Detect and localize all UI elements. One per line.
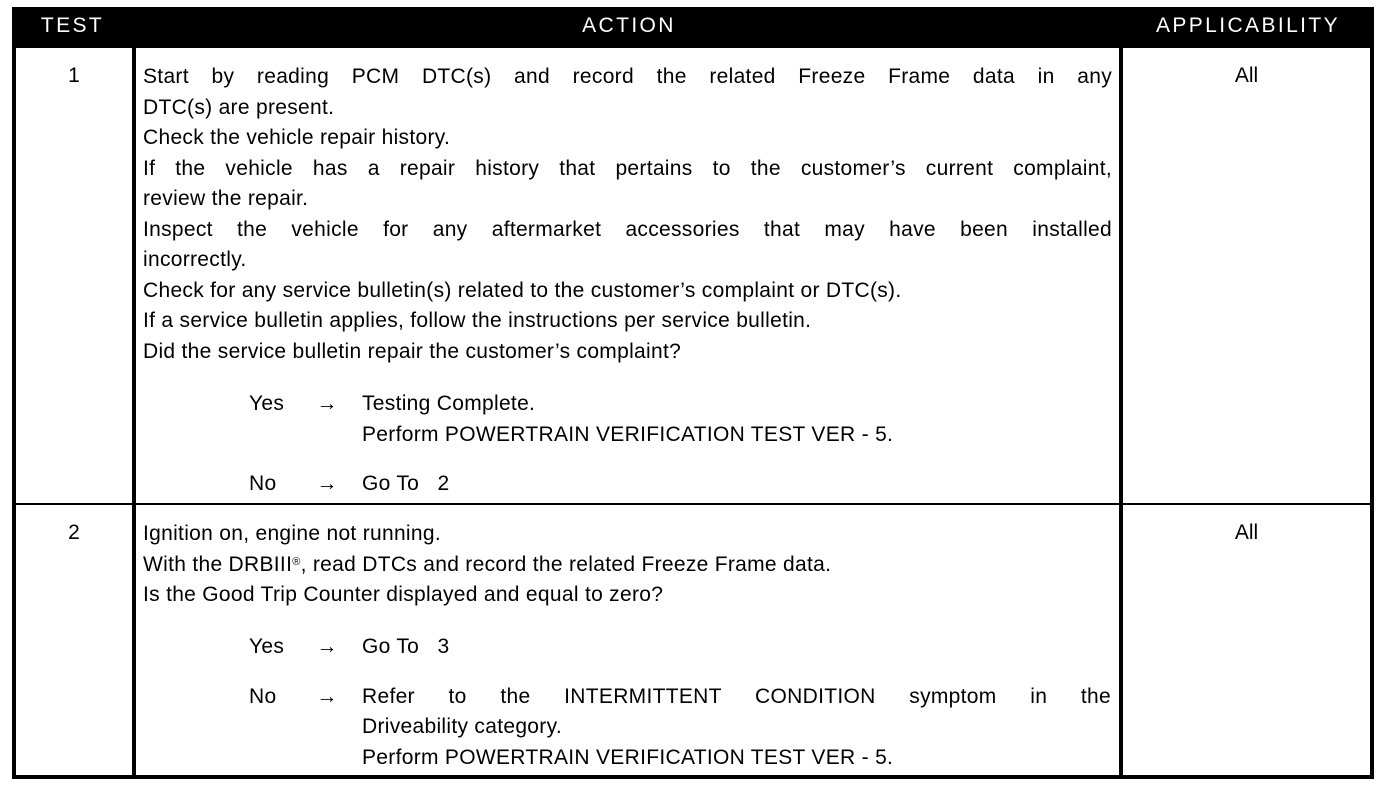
- answer-line: Go To 2: [362, 472, 450, 495]
- action-cell: [136, 505, 1119, 775]
- action-line: Inspect the vehicle for any aftermarket accessories that may have been installed: [143, 217, 1112, 241]
- action-line: If a service bulletin applies, follow the instructions per service bulletin.: [143, 309, 812, 332]
- action-line: Check the vehicle repair history.: [143, 126, 451, 149]
- right-arrow-icon: →: [316, 635, 338, 658]
- test-number: 2: [68, 521, 80, 544]
- applicability-value: All: [1234, 521, 1259, 544]
- answer-text: [362, 389, 1111, 450]
- drbiii-label: With the DRBIII: [143, 552, 293, 576]
- action-line: If the vehicle has a repair history that pertains to the customer’s current complaint,: [143, 156, 1112, 180]
- test-number: 1: [68, 64, 80, 87]
- answer-text: [362, 469, 1111, 500]
- answer-text: [362, 632, 1111, 663]
- applicability-cell: [1123, 48, 1370, 503]
- answer-label: No: [249, 472, 277, 495]
- answer-line: Driveability category.: [362, 715, 562, 738]
- answers: [249, 389, 1111, 500]
- answer-line: Refer to the INTERMITTENT CONDITION symptom in the: [362, 684, 1111, 708]
- applicability-cell: [1123, 505, 1370, 775]
- answer-no: [249, 682, 1111, 774]
- answer-line: Testing Complete.: [362, 392, 536, 415]
- answer-label: Yes: [249, 392, 285, 415]
- right-arrow-icon: →: [316, 472, 338, 495]
- registered-mark: ®: [292, 555, 301, 568]
- answer-label: No: [249, 684, 277, 708]
- action-line: Did the service bulletin repair the customer’s complaint?: [143, 339, 682, 363]
- action-line: Start by reading PCM DTC(s) and record the related Freeze Frame data in any: [143, 65, 1112, 88]
- action-line: DTC(s) are present.: [143, 95, 335, 119]
- answers: [249, 632, 1111, 773]
- action-cell: [136, 48, 1119, 503]
- action-line: Check for any service bulletin(s) related to the customer’s complaint or DTC(s).: [143, 278, 902, 302]
- test-number-cell: [16, 48, 132, 503]
- diagnostic-test-table: [12, 7, 1374, 779]
- action-line-rest: , read DTCs and record the related Freeze Frame data.: [300, 552, 832, 576]
- answer-yes: [249, 389, 1111, 450]
- header-action: ACTION: [582, 14, 676, 37]
- answer-line: Perform POWERTRAIN VERIFICATION TEST VER - 5.: [362, 422, 894, 446]
- action-line: Is the Good Trip Counter displayed and equal to zero?: [143, 583, 664, 606]
- action-line: review the repair.: [143, 187, 309, 210]
- header-test: TEST: [40, 14, 105, 37]
- answer-text: [362, 682, 1111, 774]
- right-arrow-icon: →: [316, 684, 338, 708]
- action-line: Ignition on, engine not running.: [143, 522, 441, 545]
- answer-no: [249, 469, 1111, 500]
- table-header: [12, 7, 1374, 46]
- action-line: incorrectly.: [143, 248, 247, 271]
- answer-yes: [249, 632, 1111, 663]
- header-applicability: APPLICABILITY: [1155, 14, 1341, 37]
- applicability-value: All: [1234, 64, 1259, 87]
- action-instructions: [143, 62, 1112, 367]
- answer-line: Go To 3: [362, 635, 450, 658]
- right-arrow-icon: →: [316, 392, 338, 415]
- answer-label: Yes: [249, 635, 285, 658]
- action-line: [143, 550, 1112, 581]
- action-instructions: [143, 519, 1112, 611]
- answer-line: Perform POWERTRAIN VERIFICATION TEST VER - 5.: [362, 745, 894, 769]
- test-number-cell: [16, 505, 132, 775]
